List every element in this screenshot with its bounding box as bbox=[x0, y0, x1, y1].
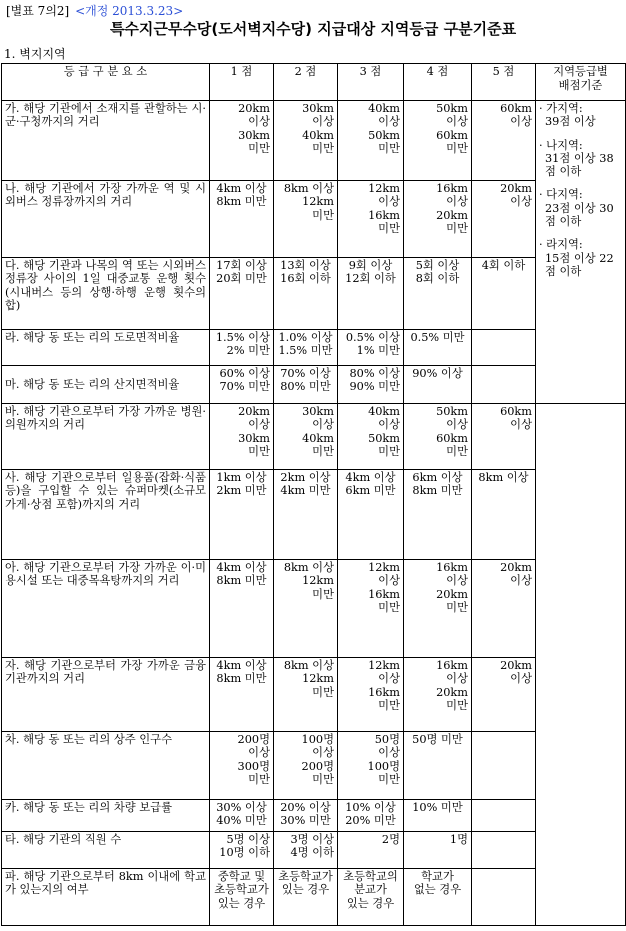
criteria-item-title: · 다지역: bbox=[539, 188, 583, 202]
score-1-cell: 4km 이상 8km 미만 bbox=[210, 560, 274, 658]
score-3-cell: 12km 이상 16km 미만 bbox=[338, 560, 404, 658]
score-3-cell: 80% 이상 90% 미만 bbox=[338, 366, 404, 404]
score-4-cell: 50km 이상 60km 미만 bbox=[404, 101, 472, 181]
appendix-number: [별표 7의2] bbox=[6, 4, 70, 18]
score-3-cell: 40km 이상 50km 미만 bbox=[338, 101, 404, 181]
row-label: 다. 해당 기관과 나목의 역 또는 시외버스 정류장 사이의 1일 대중교통 운행 횟수(시내버스 등의 상행·하행 운행 횟수의 합) bbox=[2, 258, 210, 330]
score-5-cell bbox=[472, 832, 536, 869]
score-5-cell: 20km 이상 bbox=[472, 560, 536, 658]
criteria-item-desc: 31점 이상 38점 이하 bbox=[545, 151, 614, 179]
score-3-cell: 2명 bbox=[338, 832, 404, 869]
score-2-cell: 초등학교가 있는 경우 bbox=[274, 869, 338, 926]
revision-note: <개정 2013.3.23> bbox=[75, 4, 184, 18]
score-5-cell: 60km 이상 bbox=[472, 101, 536, 181]
score-4-cell: 16km 이상 20km 미만 bbox=[404, 658, 472, 732]
row-label: 아. 해당 기관으로부터 가장 가까운 이·미용시설 또는 대중목욕탕까지의 거리 bbox=[2, 560, 210, 658]
criteria-blank-cell bbox=[536, 404, 626, 926]
score-4-cell: 학교가 없는 경우 bbox=[404, 869, 472, 926]
score-5-cell: 8km 이상 bbox=[472, 470, 536, 560]
score-1-cell: 1km 이상 2km 미만 bbox=[210, 470, 274, 560]
score-1-cell: 200명 이상 300명 미만 bbox=[210, 732, 274, 800]
score-4-cell: 10% 미만 bbox=[404, 800, 472, 832]
header-factor: 등 급 구 분 요 소 bbox=[2, 64, 210, 101]
header-score-1: 1 점 bbox=[210, 64, 274, 101]
criteria-item bbox=[539, 139, 622, 179]
score-5-cell: 20km 이상 bbox=[472, 181, 536, 258]
page-title: 특수지근무수당(도서벽지수당) 지급대상 지역등급 구분기준표 bbox=[109, 20, 517, 38]
score-1-cell: 17회 이상 20회 미만 bbox=[210, 258, 274, 330]
criteria-row bbox=[2, 470, 626, 560]
score-1-cell: 20km 이상 30km 미만 bbox=[210, 404, 274, 470]
criteria-row bbox=[2, 181, 626, 258]
header-criteria-line1: 지역등급별 bbox=[553, 65, 608, 78]
score-2-cell: 3명 이상 4명 이하 bbox=[274, 832, 338, 869]
score-3-cell: 12km 이상 16km 미만 bbox=[338, 181, 404, 258]
criteria-notes bbox=[536, 101, 626, 404]
header-row bbox=[2, 64, 626, 101]
score-2-cell: 30km 이상 40km 미만 bbox=[274, 101, 338, 181]
criteria-row bbox=[2, 658, 626, 732]
score-5-cell bbox=[472, 869, 536, 926]
row-label: 카. 해당 동 또는 리의 차량 보급률 bbox=[2, 800, 210, 832]
score-2-cell: 8km 이상 12km 미만 bbox=[274, 181, 338, 258]
criteria-row bbox=[2, 366, 626, 404]
score-3-cell: 40km 이상 50km 미만 bbox=[338, 404, 404, 470]
criteria-item-title: · 라지역: bbox=[539, 238, 583, 252]
score-4-cell: 50km 이상 60km 미만 bbox=[404, 404, 472, 470]
score-2-cell: 8km 이상 12km 미만 bbox=[274, 658, 338, 732]
criteria-row bbox=[2, 330, 626, 366]
score-4-cell: 0.5% 미만 bbox=[404, 330, 472, 366]
criteria-item bbox=[539, 188, 622, 228]
criteria-row bbox=[2, 404, 626, 470]
score-2-cell: 20% 이상 30% 미만 bbox=[274, 800, 338, 832]
score-1-cell: 5명 이상 10명 이하 bbox=[210, 832, 274, 869]
grade-criteria-table bbox=[1, 63, 626, 926]
score-5-cell bbox=[472, 366, 536, 404]
score-2-cell: 70% 이상 80% 미만 bbox=[274, 366, 338, 404]
header-criteria bbox=[536, 64, 626, 101]
score-1-cell: 4km 이상 8km 미만 bbox=[210, 181, 274, 258]
row-label: 파. 해당 기관으로부터 8km 이내에 학교가 있는지의 여부 bbox=[2, 869, 210, 926]
score-1-cell: 30% 이상 40% 미만 bbox=[210, 800, 274, 832]
score-5-cell: 4회 이하 bbox=[472, 258, 536, 330]
header-criteria-line2: 배점기준 bbox=[558, 79, 603, 92]
score-4-cell: 16km 이상 20km 미만 bbox=[404, 560, 472, 658]
header-score-2: 2 점 bbox=[274, 64, 338, 101]
score-2-cell: 2km 이상 4km 미만 bbox=[274, 470, 338, 560]
score-4-cell: 90% 이상 bbox=[404, 366, 472, 404]
criteria-item bbox=[539, 102, 622, 129]
score-2-cell: 8km 이상 12km 미만 bbox=[274, 560, 338, 658]
criteria-item-title: · 가지역: bbox=[539, 102, 583, 115]
score-1-cell: 60% 이상 70% 미만 bbox=[210, 366, 274, 404]
criteria-row bbox=[2, 869, 626, 926]
score-3-cell: 9회 이상 12회 이하 bbox=[338, 258, 404, 330]
score-1-cell: 4km 이상 8km 미만 bbox=[210, 658, 274, 732]
row-label: 사. 해당 기관으로부터 일용품(잡화·식품 등)을 구입할 수 있는 슈퍼마켓(소규모 가게·상점 포함)까지의 거리 bbox=[2, 470, 210, 560]
score-1-cell: 중학교 및 초등학교가 있는 경우 bbox=[210, 869, 274, 926]
header-score-5: 5 점 bbox=[472, 64, 536, 101]
score-5-cell bbox=[472, 330, 536, 366]
criteria-item bbox=[539, 238, 622, 278]
score-2-cell: 1.0% 이상 1.5% 미만 bbox=[274, 330, 338, 366]
section-heading: 1. 벽지지역 bbox=[4, 47, 66, 61]
header-score-3: 3 점 bbox=[338, 64, 404, 101]
row-label: 바. 해당 기관으로부터 가장 가까운 병원·의원까지의 거리 bbox=[2, 404, 210, 470]
criteria-item-desc: 39점 이상 bbox=[545, 115, 596, 129]
score-3-cell: 50명 이상 100명 미만 bbox=[338, 732, 404, 800]
header-score-4: 4 점 bbox=[404, 64, 472, 101]
criteria-row bbox=[2, 101, 626, 181]
score-5-cell bbox=[472, 732, 536, 800]
score-5-cell: 60km 이상 bbox=[472, 404, 536, 470]
criteria-item-desc: 23점 이상 30점 이하 bbox=[545, 201, 614, 229]
score-3-cell: 4km 이상 6km 미만 bbox=[338, 470, 404, 560]
score-4-cell: 6km 이상 8km 미만 bbox=[404, 470, 472, 560]
row-label: 나. 해당 기관에서 가장 가까운 역 및 시외버스 정류장까지의 거리 bbox=[2, 181, 210, 258]
score-5-cell bbox=[472, 800, 536, 832]
criteria-row bbox=[2, 560, 626, 658]
score-2-cell: 100명 이상 200명 미만 bbox=[274, 732, 338, 800]
score-3-cell: 12km 이상 16km 미만 bbox=[338, 658, 404, 732]
row-label: 타. 해당 기관의 직원 수 bbox=[2, 832, 210, 869]
score-4-cell: 1명 bbox=[404, 832, 472, 869]
score-1-cell: 20km 이상 30km 미만 bbox=[210, 101, 274, 181]
row-label: 마. 해당 동 또는 리의 산지면적비율 bbox=[2, 366, 210, 404]
criteria-item-desc: 15점 이상 22점 이하 bbox=[545, 251, 614, 278]
criteria-row bbox=[2, 800, 626, 832]
score-3-cell: 0.5% 이상 1% 미만 bbox=[338, 330, 404, 366]
score-3-cell: 초등학교의 분교가 있는 경우 bbox=[338, 869, 404, 926]
row-label: 차. 해당 동 또는 리의 상주 인구수 bbox=[2, 732, 210, 800]
score-2-cell: 13회 이상 16회 이하 bbox=[274, 258, 338, 330]
score-5-cell: 20km 이상 bbox=[472, 658, 536, 732]
score-3-cell: 10% 이상 20% 미만 bbox=[338, 800, 404, 832]
criteria-row bbox=[2, 258, 626, 330]
row-label: 가. 해당 기관에서 소재지를 관할하는 시·군·구청까지의 거리 bbox=[2, 101, 210, 181]
score-2-cell: 30km 이상 40km 미만 bbox=[274, 404, 338, 470]
score-1-cell: 1.5% 이상 2% 미만 bbox=[210, 330, 274, 366]
score-4-cell: 16km 이상 20km 미만 bbox=[404, 181, 472, 258]
score-4-cell: 5회 이상 8회 이하 bbox=[404, 258, 472, 330]
row-label: 라. 해당 동 또는 리의 도로면적비율 bbox=[2, 330, 210, 366]
criteria-item-title: · 나지역: bbox=[539, 138, 583, 152]
score-4-cell: 50명 미만 bbox=[404, 732, 472, 800]
criteria-row bbox=[2, 732, 626, 800]
appendix-header bbox=[6, 2, 183, 19]
criteria-row bbox=[2, 832, 626, 869]
row-label: 자. 해당 기관으로부터 가장 가까운 금융기관까지의 거리 bbox=[2, 658, 210, 732]
